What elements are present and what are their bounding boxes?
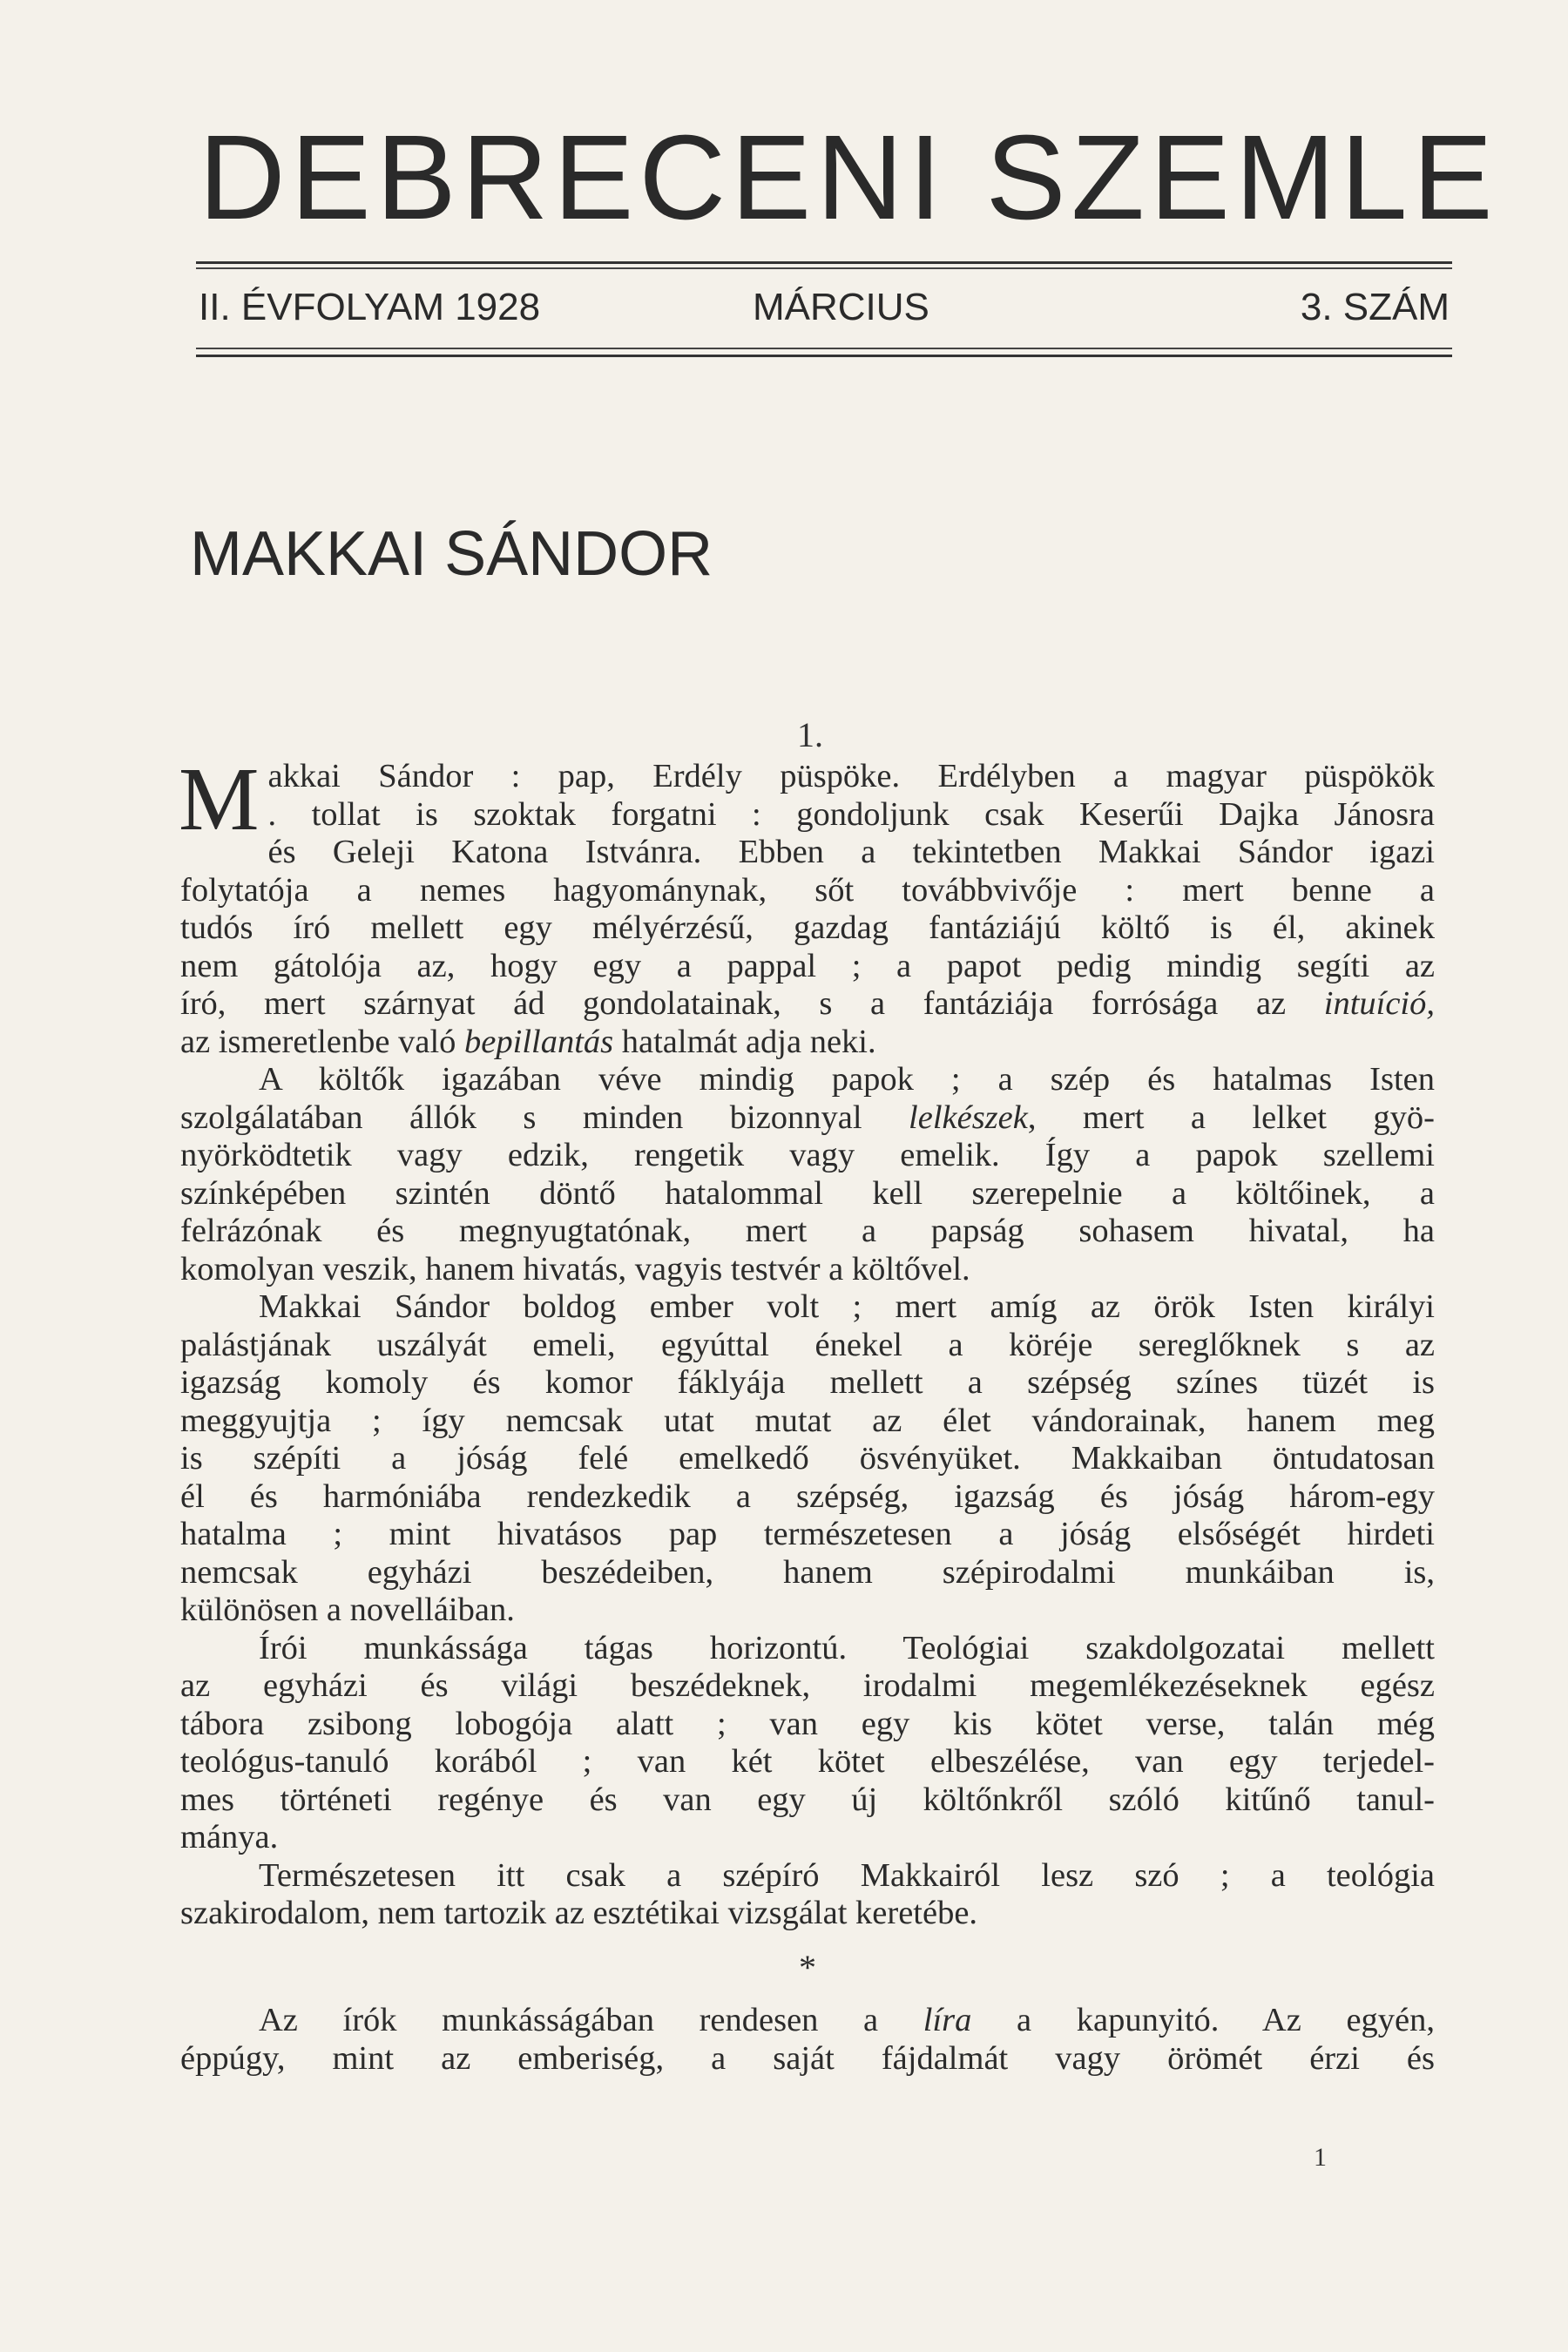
paragraph-2 <box>180 1061 1435 1099</box>
line: szolgálatában állók s minden bizonnyal <box>180 1098 909 1136</box>
line: folytatója a nemes hagyománynak, sőt továbbvivője : mert benne a <box>180 871 1435 909</box>
line: teológus-tanuló korából ; van két kötet elbeszélése, van egy terjedel- <box>180 1743 1435 1780</box>
line: . tollat is szoktak forgatni : gondoljunk csak Keserűi Dajka Jánosra <box>267 795 1435 833</box>
line: Az írók munkásságában rendesen a <box>259 2002 923 2038</box>
article-body <box>179 749 1435 2078</box>
line: nemcsak egyházi beszédeiben, hanem szépirodalmi munkáiban is, <box>180 1553 1435 1591</box>
line: mes történeti regénye és van egy új költőnkről szóló kitűnő tanul- <box>180 1781 1435 1818</box>
italic-word: bepillantás <box>464 1023 614 1060</box>
line: Makkai Sándor boldog ember volt ; mert amíg az örök Isten királyi <box>259 1288 1435 1325</box>
masthead-rule-bottom-thin <box>196 348 1452 349</box>
issue-month: MÁRCIUS <box>753 286 929 328</box>
paragraph-4 <box>180 1630 1435 1668</box>
volume-year: II. ÉVFOLYAM 1928 <box>199 286 541 328</box>
masthead-rule-top-thin <box>196 267 1452 269</box>
italic-word: líra <box>923 2002 972 2038</box>
line: felrázónak és megnyugtatónak, mert a papság sohasem hivatal, ha <box>180 1213 1435 1249</box>
paragraph-4-body <box>180 1667 1435 1819</box>
line: is szépíti a jóság felé emelkedő ösvényüket. Makkaiban öntudatosan <box>180 1440 1435 1477</box>
drop-cap: M <box>179 749 260 849</box>
line: tudós író mellett egy mélyérzésű, gazdag fantáziájú költő is él, akinek <box>180 909 1435 946</box>
line: és Geleji Katona Istvánra. Ebben a tekintetben Makkai Sándor igazi <box>267 834 1435 870</box>
line: nem gátolója az, hogy egy a pappal ; a papot pedig mindig segíti az <box>180 947 1435 984</box>
line: hatalmát adja neki. <box>613 1023 876 1060</box>
paragraph-5-end <box>180 1895 1435 1933</box>
line: különösen a novelláiban. <box>180 1592 515 1628</box>
issue-number: 3. SZÁM <box>1300 286 1450 328</box>
line: akkai Sándor : pap, Erdély püspöke. Erdélyben a magyar püspökök <box>267 758 1435 794</box>
closing-paragraph-body <box>180 2040 1435 2078</box>
section-number: 1. <box>797 715 823 754</box>
line: mánya. <box>180 1819 279 1855</box>
line: palástjának uszályát emeli, egyúttal énekel a köréje sereglőknek s az <box>180 1326 1435 1363</box>
closing-paragraph <box>180 2002 1435 2040</box>
masthead-rule-top <box>196 261 1452 264</box>
line: igazság komoly és komor fáklyája mellett a szépség színes tüzét is <box>180 1364 1435 1401</box>
line: meggyujtja ; így nemcsak utat mutat az élet vándorainak, hanem meg <box>180 1402 1435 1439</box>
paragraph-1 <box>179 749 1435 1024</box>
line: az egyházi és világi beszédeknek, irodalmi megemlékezéseknek egész <box>180 1667 1435 1704</box>
line: író, mert szárnyat ád gondolatainak, s a fantáziája forrósága az <box>180 985 1324 1022</box>
line: hatalma ; mint hivatásos pap természetesen a jóság elsőségét hirdeti <box>180 1516 1435 1552</box>
line: az ismeretlenbe való <box>180 1023 465 1060</box>
paragraph-2-body <box>180 1099 1435 1251</box>
page-number: 1 <box>1314 2143 1327 2172</box>
masthead-rule-bottom <box>196 355 1452 357</box>
line: komolyan veszik, hanem hivatás, vagyis testvér a költővel. <box>180 1250 970 1288</box>
paragraph-5 <box>180 1857 1435 1896</box>
paragraph-3-body <box>180 1327 1435 1592</box>
line: tábora zsibong lobogója alatt ; van egy kis kötet verse, talán még <box>180 1705 1435 1742</box>
line: él és harmóniába rendezkedik a szépség, igazság és jóság három-egy <box>180 1477 1435 1515</box>
italic-word: intuíció, <box>1323 985 1435 1022</box>
line: éppúgy, mint az emberiség, a saját fájdalmát vagy örömét érzi és <box>180 2039 1435 2077</box>
line: nyörködtetik vagy edzik, rengetik vagy emelik. Így a papok szellemi <box>180 1137 1435 1173</box>
line: szakirodalom, nem tartozik az esztétikai vizsgálat keretébe. <box>180 1895 978 1931</box>
paragraph-3-end <box>180 1592 1435 1630</box>
paragraph-4-end <box>180 1819 1435 1857</box>
issue-info <box>199 286 1450 335</box>
section-separator: * <box>799 1947 816 1987</box>
paragraph-3 <box>180 1288 1435 1327</box>
article-title: MAKKAI SÁNDOR <box>190 519 713 589</box>
line: Írói munkássága tágas horizontú. Teológiai szakdolgozatai mellett <box>259 1629 1435 1666</box>
paragraph-2-end <box>180 1251 1435 1289</box>
line: Természetesen itt csak a szépíró Makkairól lesz szó ; a teológia <box>259 1856 1435 1894</box>
journal-title: DEBRECENI SZEMLE <box>199 111 1498 245</box>
line: A költők igazában véve mindig papok ; a szép és hatalmas Isten <box>259 1061 1435 1098</box>
line: színképében szintén döntő hatalommal kell szerepelnie a költőinek, a <box>180 1174 1435 1212</box>
paragraph-1-end <box>180 1024 1435 1062</box>
line: , mert a lelket gyö- <box>1027 1098 1435 1136</box>
italic-word: lelkészek <box>909 1098 1028 1136</box>
line: a kapunyitó. Az egyén, <box>971 2002 1435 2038</box>
